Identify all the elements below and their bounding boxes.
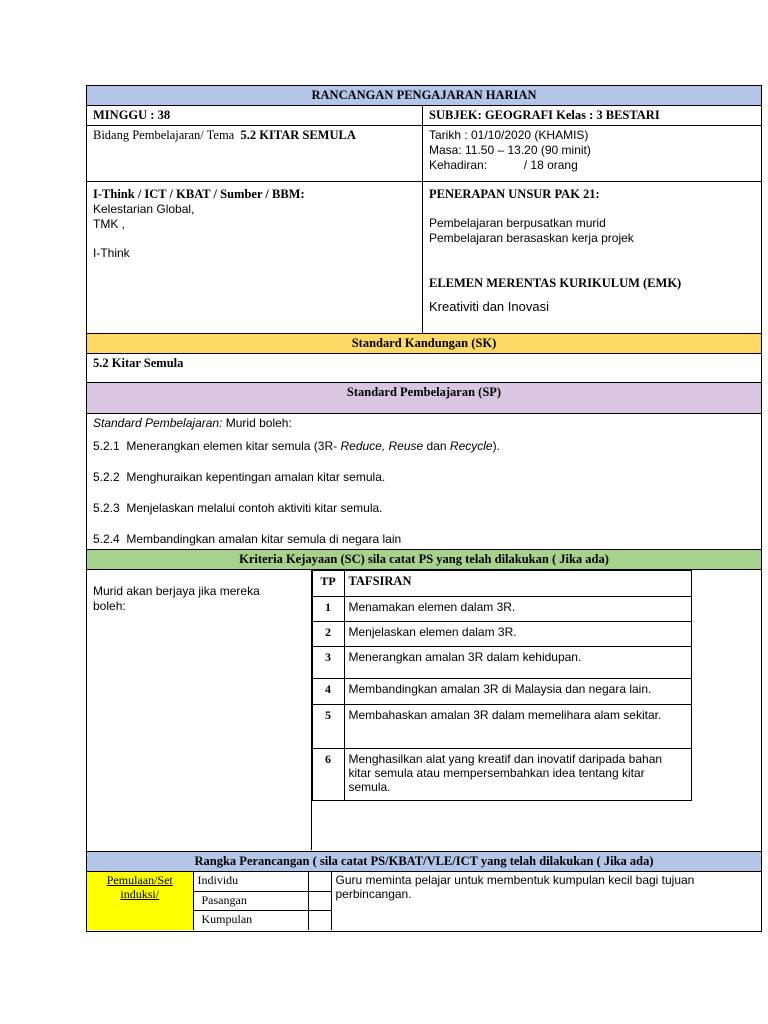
tp-header: TP — [312, 571, 344, 597]
rk-phase-label: Pemulaan/Set induksi/ — [106, 873, 173, 901]
rk-heading: Rangka Perancangan ( sila catat PS/KBAT/VLE/ICT yang telah dilakukan ( Jika ada) — [87, 852, 762, 872]
lesson-plan-document — [86, 85, 761, 932]
tp-description: Membahaskan amalan 3R dalam memelihara alam sekitar. — [344, 705, 691, 749]
pak21-heading: PENERAPAN UNSUR PAK 21: — [429, 187, 600, 201]
sp-item-text: dan — [423, 439, 450, 453]
sk-heading: Standard Kandungan (SK) — [87, 334, 762, 354]
sp-item-text: Membandingkan amalan kitar semula di negara lain — [126, 532, 402, 546]
sp-item-text: Menghuraikan kepentingan amalan kitar semula. — [126, 470, 386, 484]
sp-item — [93, 532, 755, 547]
ithink-item: I-Think — [93, 246, 130, 260]
pak21-item: Pembelajaran berasaskan kerja projek — [429, 231, 634, 245]
sk-value: 5.2 Kitar Semula — [87, 354, 762, 383]
ithink-heading: I-Think / ICT / KBAT / Sumber / BBM: — [93, 187, 305, 201]
sc-layout — [87, 570, 761, 850]
sc-intro-cell — [87, 570, 311, 850]
bidang-value: 5.2 KITAR SEMULA — [240, 128, 356, 142]
pak21-item: Pembelajaran berpusatkan murid — [429, 216, 606, 230]
tp-table — [312, 570, 692, 801]
tp-description: Menamakan elemen dalam 3R. — [344, 597, 691, 622]
kehadiran-line — [429, 158, 755, 173]
rk-activity: Guru meminta pelajar untuk membentuk kumpulan kecil bagi tujuan perbincangan. — [331, 872, 761, 930]
subjek-cell: SUBJEK: GEOGRAFI Kelas : 3 BESTARI — [423, 106, 762, 126]
tp-description: Membandingkan amalan 3R di Malaysia dan negara lain. — [344, 679, 691, 705]
kehadiran-label: Kehadiran: — [429, 158, 488, 172]
masa-text: Masa: 11.50 – 13.20 (90 minit) — [429, 143, 591, 157]
rk-mode: Kumpulan — [193, 910, 308, 930]
sp-item-text: Menerangkan elemen kitar semula (3R- — [126, 439, 341, 453]
tarikh-cell — [423, 126, 762, 182]
tp-level: 3 — [312, 647, 344, 679]
tp-description: Menjelaskan elemen dalam 3R. — [344, 622, 691, 647]
kehadiran-value: / 18 orang — [523, 158, 578, 172]
ithink-item: Kelestarian Global, — [93, 202, 195, 216]
sc-section — [87, 570, 762, 852]
sp-item — [93, 439, 755, 454]
sp-intro-rest: Murid boleh: — [222, 416, 292, 430]
sp-item-number: 5.2.4 — [93, 532, 120, 546]
pak21-cell — [423, 182, 762, 334]
emk-heading: ELEMEN MERENTAS KURIKULUM (EMK) — [429, 276, 682, 290]
sp-item — [93, 501, 755, 516]
tp-level: 1 — [312, 597, 344, 622]
tafsiran-header: TAFSIRAN — [344, 571, 691, 597]
sp-item-number: 5.2.1 — [93, 439, 120, 453]
rk-mode-check — [308, 910, 331, 930]
rk-phase-cell — [87, 872, 193, 930]
tarikh-text: Tarikh : 01/10/2020 (KHAMIS) — [429, 128, 589, 142]
tp-level: 2 — [312, 622, 344, 647]
rk-section — [87, 872, 762, 932]
rk-mode: Pasangan — [193, 891, 308, 910]
emk-value: Kreativiti dan Inovasi — [429, 299, 549, 314]
minggu-cell: MINGGU : 38 — [87, 106, 423, 126]
sp-item-emphasis: Reduce, Reuse — [340, 439, 424, 453]
sp-item-text: ). — [492, 439, 500, 453]
sc-heading: Kriteria Kejayaan (SC) sila catat PS yang telah dilakukan ( Jika ada) — [87, 550, 762, 570]
bidang-cell — [87, 126, 423, 182]
document-title: RANCANGAN PENGAJARAN HARIAN — [87, 86, 762, 106]
sp-item-number: 5.2.2 — [93, 470, 120, 484]
tp-level: 6 — [312, 749, 344, 801]
sp-heading: Standard Pembelajaran (SP) — [87, 383, 762, 414]
rk-mode-check — [308, 891, 331, 910]
rk-mode: Individu — [193, 872, 308, 891]
ithink-cell — [87, 182, 423, 334]
sp-item-text: Menjelaskan melalui contoh aktiviti kitar semula. — [126, 501, 383, 515]
tp-table-cell — [311, 570, 761, 850]
sp-item — [93, 470, 755, 485]
sp-intro-italic: Standard Pembelajaran: — [93, 416, 223, 430]
rk-mode-check — [308, 872, 331, 891]
tp-description: Menerangkan amalan 3R dalam kehidupan. — [344, 647, 691, 679]
tp-description: Menghasilkan alat yang kreatif dan inovatif daripada bahan kitar semula atau mempersembahkan idea tentang kitar semula. — [344, 749, 691, 801]
bidang-label: Bidang Pembelajaran/ Tema — [93, 128, 235, 142]
sc-intro: Murid akan berjaya jika mereka boleh: — [93, 584, 260, 613]
tp-level: 5 — [312, 705, 344, 749]
sp-content — [87, 414, 762, 550]
lesson-plan-table — [86, 85, 762, 932]
sp-item-emphasis: Recycle — [449, 439, 493, 453]
tp-level: 4 — [312, 679, 344, 705]
sp-item-number: 5.2.3 — [93, 501, 120, 515]
sp-intro — [93, 416, 755, 431]
rk-table — [87, 872, 761, 930]
ithink-item: TMK , — [93, 217, 125, 231]
